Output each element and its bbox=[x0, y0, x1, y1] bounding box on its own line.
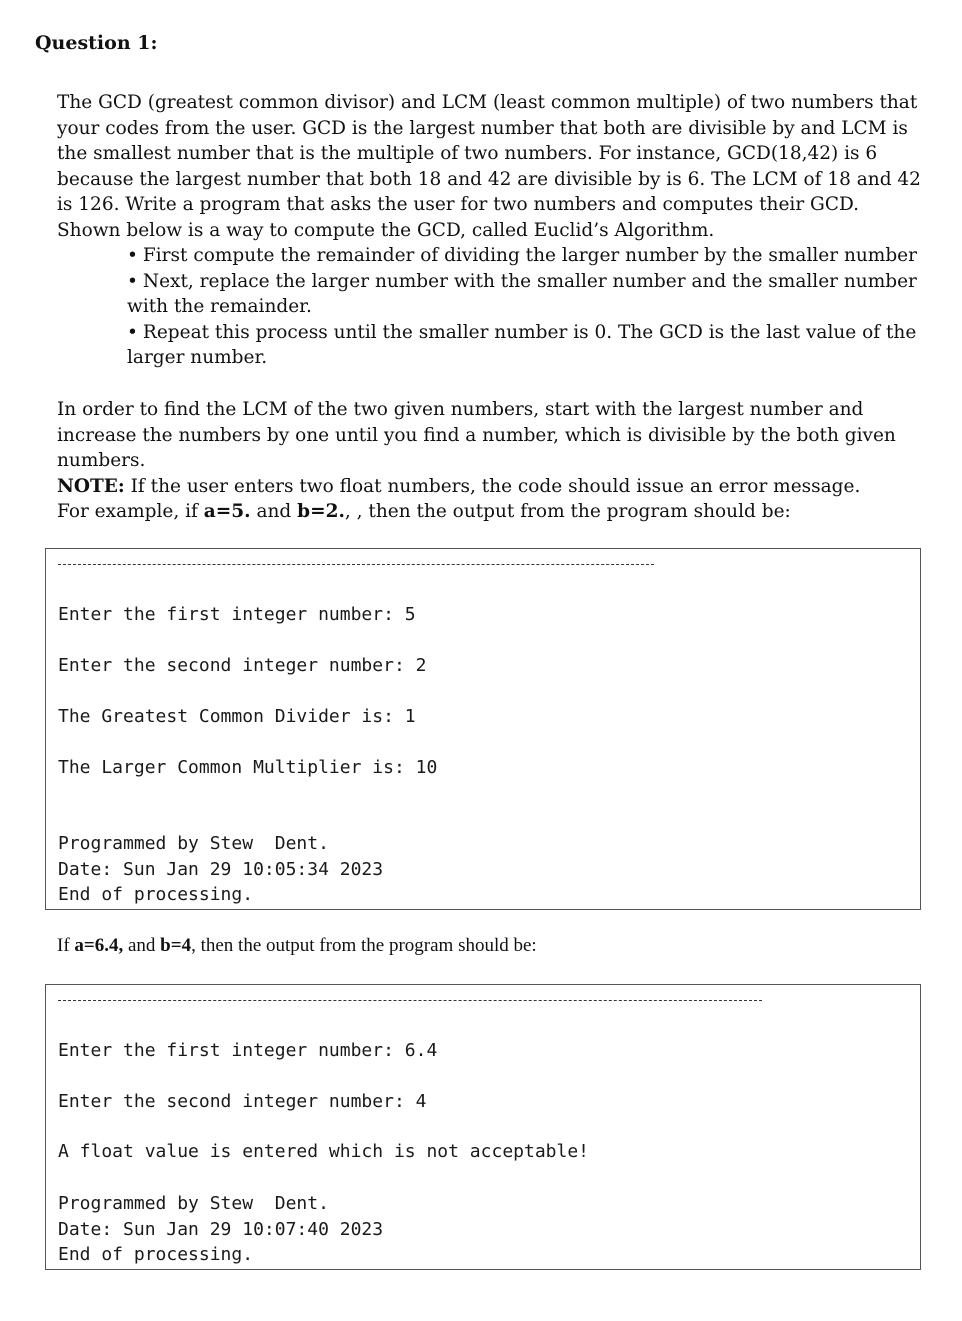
console-line: Date: Sun Jan 29 10:07:40 2023 bbox=[58, 1219, 384, 1240]
intro-paragraph bbox=[57, 90, 937, 243]
second-example-intro bbox=[57, 933, 537, 959]
intro-line: Shown below is a way to compute the GCD, called Euclid’s Algorithm. bbox=[57, 219, 715, 241]
intro-line: your codes from the user. GCD is the largest number that both are divisible by and LCM is bbox=[57, 117, 908, 139]
console-line: End of processing. bbox=[58, 1244, 254, 1265]
dashed-separator bbox=[58, 1000, 762, 1001]
console-line: Programmed by Stew Dent. bbox=[58, 1193, 329, 1214]
intro-line: is 126. Write a program that asks the user for two numbers and computes their GCD. bbox=[57, 194, 860, 215]
lcm-line: numbers. bbox=[57, 450, 146, 471]
between-and: and bbox=[123, 935, 161, 956]
bullet-icon: • bbox=[127, 270, 138, 292]
step-text: Repeat this process until the smaller number is 0. The GCD is the last value of the bbox=[142, 321, 917, 343]
example-line bbox=[57, 499, 937, 525]
lcm-line: increase the numbers by one until you find a number, which is divisible by the both given bbox=[57, 424, 896, 446]
question-title: Question 1: bbox=[35, 32, 158, 54]
console-line: Enter the first integer number: 5 bbox=[58, 604, 416, 625]
lcm-line: In order to find the LCM of the two given numbers, start with the largest number and bbox=[57, 399, 864, 420]
intro-line: the smallest number that is the multiple of two numbers. For instance, GCD(18,42) is 6 bbox=[57, 143, 878, 164]
console-line: End of processing. bbox=[58, 884, 254, 905]
note-text: If the user enters two float numbers, the code should issue an error message. bbox=[124, 475, 861, 497]
between-prefix: If bbox=[57, 935, 75, 956]
intro-line: The GCD (greatest common divisor) and LCM (least common multiple) of two numbers that bbox=[57, 92, 918, 113]
intro-line: because the largest number that both 18 and 42 are divisible by is 6. The LCM of 18 and 42 bbox=[57, 168, 921, 190]
console-line: Date: Sun Jan 29 10:05:34 2023 bbox=[58, 859, 384, 880]
step-text: First compute the remainder of dividing the larger number by the smaller number bbox=[142, 245, 917, 266]
example-and: and bbox=[250, 501, 298, 522]
note-line bbox=[57, 474, 937, 500]
between-a-value: a=6.4, bbox=[74, 935, 124, 956]
console-line: The Greatest Common Divider is: 1 bbox=[58, 706, 416, 727]
console-output-1 bbox=[45, 548, 921, 910]
example-suffix: , , then the output from the program should be: bbox=[344, 501, 791, 522]
console-output-2 bbox=[45, 984, 921, 1270]
example-a-value: a=5. bbox=[203, 501, 251, 522]
step-text: Next, replace the larger number with the smaller number and the smaller number bbox=[142, 270, 917, 292]
example-prefix: For example, if bbox=[57, 501, 204, 522]
note-label: NOTE: bbox=[57, 475, 125, 497]
algorithm-steps bbox=[127, 243, 927, 371]
bullet-icon: • bbox=[127, 245, 138, 266]
algorithm-step-1 bbox=[127, 243, 927, 269]
algorithm-step-2 bbox=[127, 269, 927, 295]
console-line: Enter the first integer number: 6.4 bbox=[58, 1040, 438, 1061]
console-line: Enter the second integer number: 4 bbox=[58, 1091, 427, 1112]
console-line: Programmed by Stew Dent. bbox=[58, 833, 329, 854]
example-b-value: b=2. bbox=[297, 501, 345, 522]
lcm-paragraph bbox=[57, 397, 937, 525]
algorithm-step-3 bbox=[127, 320, 927, 346]
console-line: A float value is entered which is not acceptable! bbox=[58, 1141, 590, 1162]
algorithm-step-2-cont: with the remainder. bbox=[127, 296, 312, 317]
bullet-icon: • bbox=[127, 321, 138, 343]
algorithm-step-3-cont: larger number. bbox=[127, 347, 268, 368]
dashed-separator bbox=[58, 564, 654, 565]
console-line: The Larger Common Multiplier is: 10 bbox=[58, 757, 438, 778]
between-suffix: , then the output from the program should be: bbox=[191, 935, 537, 956]
console-line: Enter the second integer number: 2 bbox=[58, 655, 427, 676]
between-b-value: b=4 bbox=[160, 935, 192, 956]
